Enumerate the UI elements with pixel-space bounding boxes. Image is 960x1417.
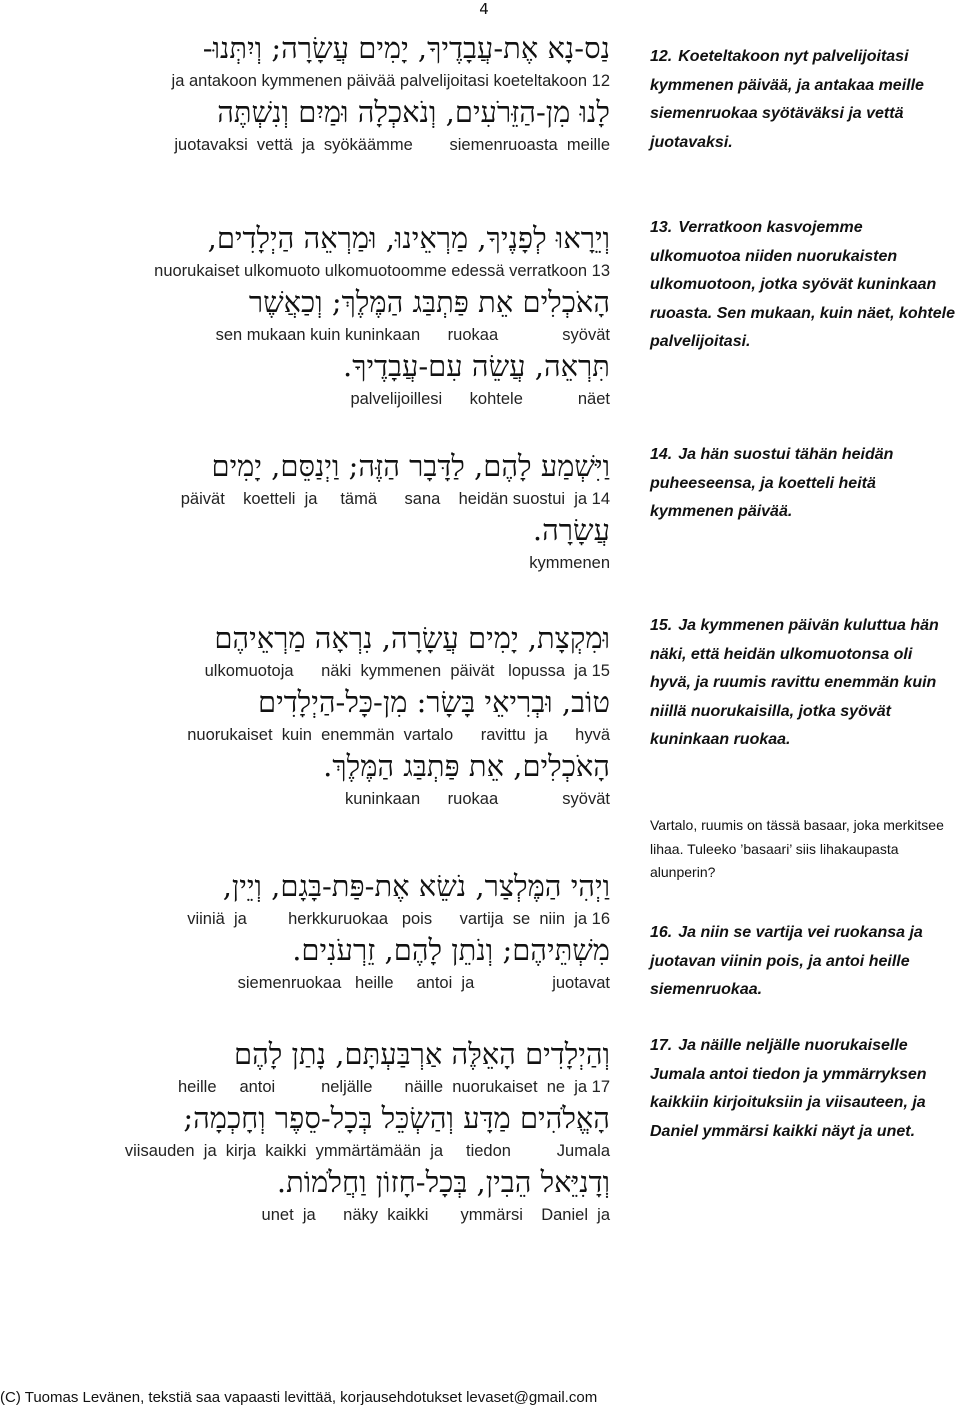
finnish-gloss-line: viiniä ja herkkuruokaa pois vartija se niin ja 16 [187, 910, 610, 928]
translation-note [650, 814, 955, 885]
hebrew-line: הָאֹכְלִים, אֵת פַּתְבַּג הַמֶּלֶךְ. [323, 749, 610, 783]
verse-12 [60, 30, 610, 158]
translation-paragraph-17 [650, 1032, 955, 1146]
finnish-gloss-line: kuninkaan ruokaa syövät [344, 790, 610, 808]
hebrew-line: עֲשָׂרָה. [532, 513, 610, 547]
finnish-gloss-line: siemenruokaa heille antoi ja juotavat [237, 974, 610, 992]
finnish-gloss-line: päivät koetteli ja tämä sana heidän suostui ja 14 [180, 490, 610, 508]
paragraph-text: Ja kymmenen päivän kuluttua hän näki, että heidän ulkomuotonsa oli hyvä, ja ruumis ravittu enemmän kuin niillä nuorukaisilla, jotka syövät kuninkaan ruokaa. [650, 617, 939, 748]
verse-number: 14. [650, 446, 673, 463]
translation-paragraph-12 [650, 43, 955, 157]
finnish-gloss-line: viisauden ja kirja kaikki ymmärtämään ja tiedon Jumala [124, 1142, 610, 1160]
verse-number: 15. [650, 617, 673, 634]
hebrew-line: נַס-נָא אֶת-עֲבָדֶיךָ, יָמִים עֲשָׂרָה; וְיִתְּנוּ- [202, 31, 610, 65]
paragraph-text: Ja niin se vartija vei ruokansa ja juotavan viinin pois, ja antoi heille siemenruokaa. [650, 924, 923, 998]
hebrew-line: לָנוּ מִן-הַזֵּרֹעִים, וְנֹאכְלָה וּמַיִם וְנִשְׁתֶּה [217, 95, 610, 129]
finnish-gloss-line: palvelijoillesi kohtele näet [350, 390, 610, 408]
hebrew-line: וּמִקְצָת, יָמִים עֲשָׂרָה, נִרְאָה מַרְאֵיהֶם [214, 621, 610, 655]
paragraph-text: Verratkoon kasvojemme ulkomuotoa niiden nuorukaisten ulkomuotoon, jotka syövät kuninkaan ruoasta. Sen mukaan, kuin näet, kohtele palvelijoitasi. [650, 219, 955, 350]
finnish-gloss-line: unet ja näky kaikki ymmärsi Daniel ja [261, 1206, 610, 1224]
page-number: 4 [479, 0, 489, 18]
finnish-gloss-line: kymmenen [529, 554, 610, 572]
finnish-gloss-line: heille antoi neljälle näille nuorukaiset ne ja 17 [178, 1078, 610, 1096]
hebrew-line: מִשְׁתֵּיהֶם; וְנֹתֵן לָהֶם, זֵרְעֹנִים. [292, 933, 610, 967]
finnish-gloss-line: ja antakoon kymmenen päivää palvelijoitasi koeteltakoon 12 [171, 72, 610, 90]
paragraph-text: Ja hän suostui tähän heidän puheeseensa, ja koetteli heitä kymmenen päivää. [650, 446, 894, 520]
finnish-gloss-line: sen mukaan kuin kuninkaan ruokaa syövät [215, 326, 610, 344]
verse-15 [60, 620, 610, 812]
copyright-footer: (C) Tuomas Levänen, tekstiä saa vapaasti levittää, korjausehdotukset levaset@gmail.com [0, 1389, 598, 1406]
translation-paragraph-14 [650, 441, 955, 527]
finnish-gloss-line: ulkomuotoja näki kymmenen päivät lopussa ja 15 [204, 662, 610, 680]
translation-paragraph-13 [650, 214, 955, 357]
hebrew-line: הָאֹכְלִים אֵת פַּתְבַּג הַמֶּלֶךְ; וְכַאֲשֶׁר [248, 285, 610, 319]
paragraph-text: Koeteltakoon nyt palvelijoitasi kymmenen päivää, ja antakaa meille siemenruokaa syötäväksi ja vettä juotavaksi. [650, 48, 924, 151]
hebrew-line: טוֹב, וּבְרִיאֵי בָּשָׂר: מִן-כָּל-הַיְלָדִים [258, 685, 610, 719]
verse-number: 13. [650, 219, 673, 236]
finnish-gloss-line: juotavaksi vettä ja syökäämme siemenruoasta meille [174, 136, 610, 154]
verse-13 [60, 220, 610, 412]
verse-number: 16. [650, 924, 673, 941]
verse-17 [60, 1036, 610, 1228]
paragraph-text: Ja näille neljälle nuorukaiselle Jumala antoi tiedon ja ymmärryksen kaikkiin kirjoituksiin ja viisauteen, ja Daniel ymmärsi kaikki näyt ja unet. [650, 1037, 927, 1140]
finnish-gloss-line: nuorukaiset kuin enemmän vartalo ravittu ja hyvä [187, 726, 610, 744]
note-text: Vartalo, ruumis on tässä basaar, joka merkitsee lihaa. Tuleeko ’basaari’ siis lihakaupasta alunperin? [650, 817, 944, 880]
hebrew-line: הָאֱלֹהִים מַדָּע וְהַשְׂכֵּל בְּכָל-סֵפֶר וְחָכְמָה; [183, 1101, 610, 1135]
hebrew-line: וַיִּשְׁמַע לָהֶם, לַדָּבָר הַזֶּה; וַיְנַסֵּם, יָמִים [211, 449, 610, 483]
translation-paragraph-16 [650, 919, 955, 1005]
translation-paragraph-15 [650, 612, 955, 755]
verse-16 [60, 868, 610, 996]
finnish-gloss-line: nuorukaiset ulkomuoto ulkomuotoomme edessä verratkoon 13 [154, 262, 610, 280]
hebrew-line: וְהַיְלָדִים הָאֵלֶּה אַרְבַּעְתָּם, נָתַן לָהֶם [233, 1037, 610, 1071]
hebrew-line: תִּרְאֵה, עֲשֵׂה עִם-עֲבָדֶיךָ. [342, 349, 610, 383]
verse-14 [60, 448, 610, 576]
hebrew-line: וְיֵרָאוּ לְפָנֶיךָ, מַרְאֵינוּ, וּמַרְאֵה הַיְלָדִים, [207, 221, 610, 255]
hebrew-line: וְדָנִיֵּאל הֵבִין, בְּכָל-חָזוֹן וַחֲלֹמוֹת. [276, 1165, 610, 1199]
verse-number: 17. [650, 1037, 673, 1054]
verse-number: 12. [650, 48, 673, 65]
hebrew-line: וַיְהִי הַמֶּלְצַר, נֹשֵׂא אֶת-פַּת-בָּגָם, וְיֵין, [222, 869, 610, 903]
